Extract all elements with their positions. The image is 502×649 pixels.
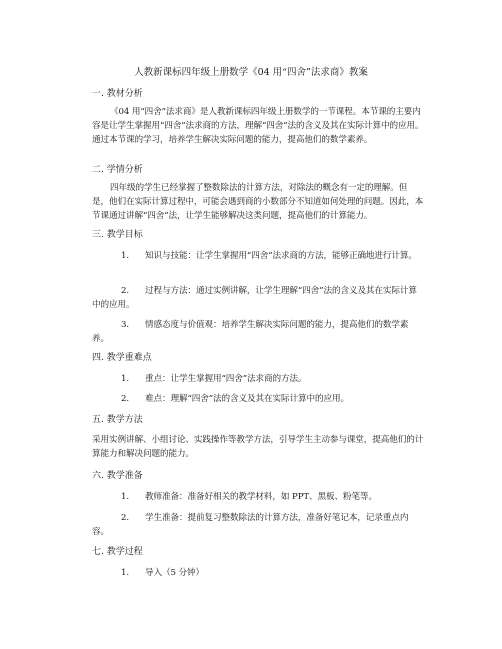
list-item-text: 难点：理解“四舍”法的含义及其在实际计算中的应用。	[145, 394, 349, 404]
list-item-text: 学生准备：提前复习整数除法的计算方法，准备好笔记本，记录重点内容。	[92, 513, 409, 537]
section-paragraph-teaching-methods: 采用实例讲解、小组讨论、实践操作等教学方法，引导学生主动参与课堂，提高他们的计算能力和解决问题的能力。	[92, 435, 424, 459]
list-item-number: 3.	[121, 320, 129, 330]
section-heading-textbook-analysis: 一. 教材分析	[92, 89, 143, 99]
list-item-goal-1	[92, 249, 424, 263]
list-item-text: 重点：让学生掌握用“四舍”法求商的方法。	[145, 374, 307, 384]
list-item-number: 1.	[121, 251, 129, 261]
list-item-goal-2	[92, 284, 424, 312]
list-item-number: 2.	[121, 286, 129, 296]
list-item-number: 1.	[121, 374, 129, 384]
list-item-preparation-2	[92, 511, 424, 539]
list-item-key-point-1	[92, 372, 424, 386]
section-heading-key-points: 四. 教学重难点	[92, 353, 152, 363]
list-item-preparation-1	[92, 490, 424, 504]
list-item-number: 2.	[121, 513, 129, 523]
list-item-text: 教师准备：准备好相关的教学材料，如 PPT、黑板、粉笔等。	[145, 492, 377, 502]
section-heading-student-analysis: 二. 学情分析	[92, 165, 143, 175]
list-item-number: 1.	[121, 568, 129, 578]
list-item-key-point-2	[92, 392, 424, 406]
document-title: 人教新课标四年级上册数学《04 用“四舍”法求商》教案	[134, 67, 368, 78]
section-paragraph-textbook-analysis: 《04 用“四舍”法求商》是人教新课标四年级上册数学的一节课程。本节课的主要内容是让学生掌握用“四舍”法求商的方法，理解“四舍”法的含义及其在实际计算中的应用。通过本节课的学习，培养学生解决实际问题的能力，提高他们的数学素养。	[92, 107, 424, 145]
list-item-number: 1.	[121, 492, 129, 502]
section-heading-teaching-preparation: 六. 教学准备	[92, 471, 143, 481]
section-paragraph-student-analysis: 四年级的学生已经掌握了整数除法的计算方法，对除法的概念有一定的理解。但是，他们在实际计算过程中，可能会遇到商的小数部分不知道如何处理的问题。因此，本节课通过讲解“四舍”法，让学生能够解决这类问题，提高他们的计算能力。	[92, 183, 424, 221]
list-item-text: 导入（5 分钟）	[145, 568, 204, 578]
list-item-goal-3	[92, 318, 424, 346]
section-heading-teaching-process: 七. 教学过程	[92, 547, 143, 557]
list-item-text: 过程与方法：通过实例讲解，让学生理解“四舍”法的含义及其在实际计算中的应用。	[92, 286, 417, 310]
list-item-number: 2.	[121, 394, 129, 404]
section-heading-teaching-goals: 三. 教学目标	[92, 230, 143, 240]
list-item-text: 情感态度与价值观：培养学生解决实际问题的能力，提高他们的数学素养。	[92, 320, 409, 344]
list-item-process-1	[92, 566, 424, 580]
list-item-text: 知识与技能：让学生掌握用“四舍”法求商的方法，能够正确地进行计算。	[145, 251, 417, 261]
section-heading-teaching-methods: 五. 教学方法	[92, 415, 143, 425]
